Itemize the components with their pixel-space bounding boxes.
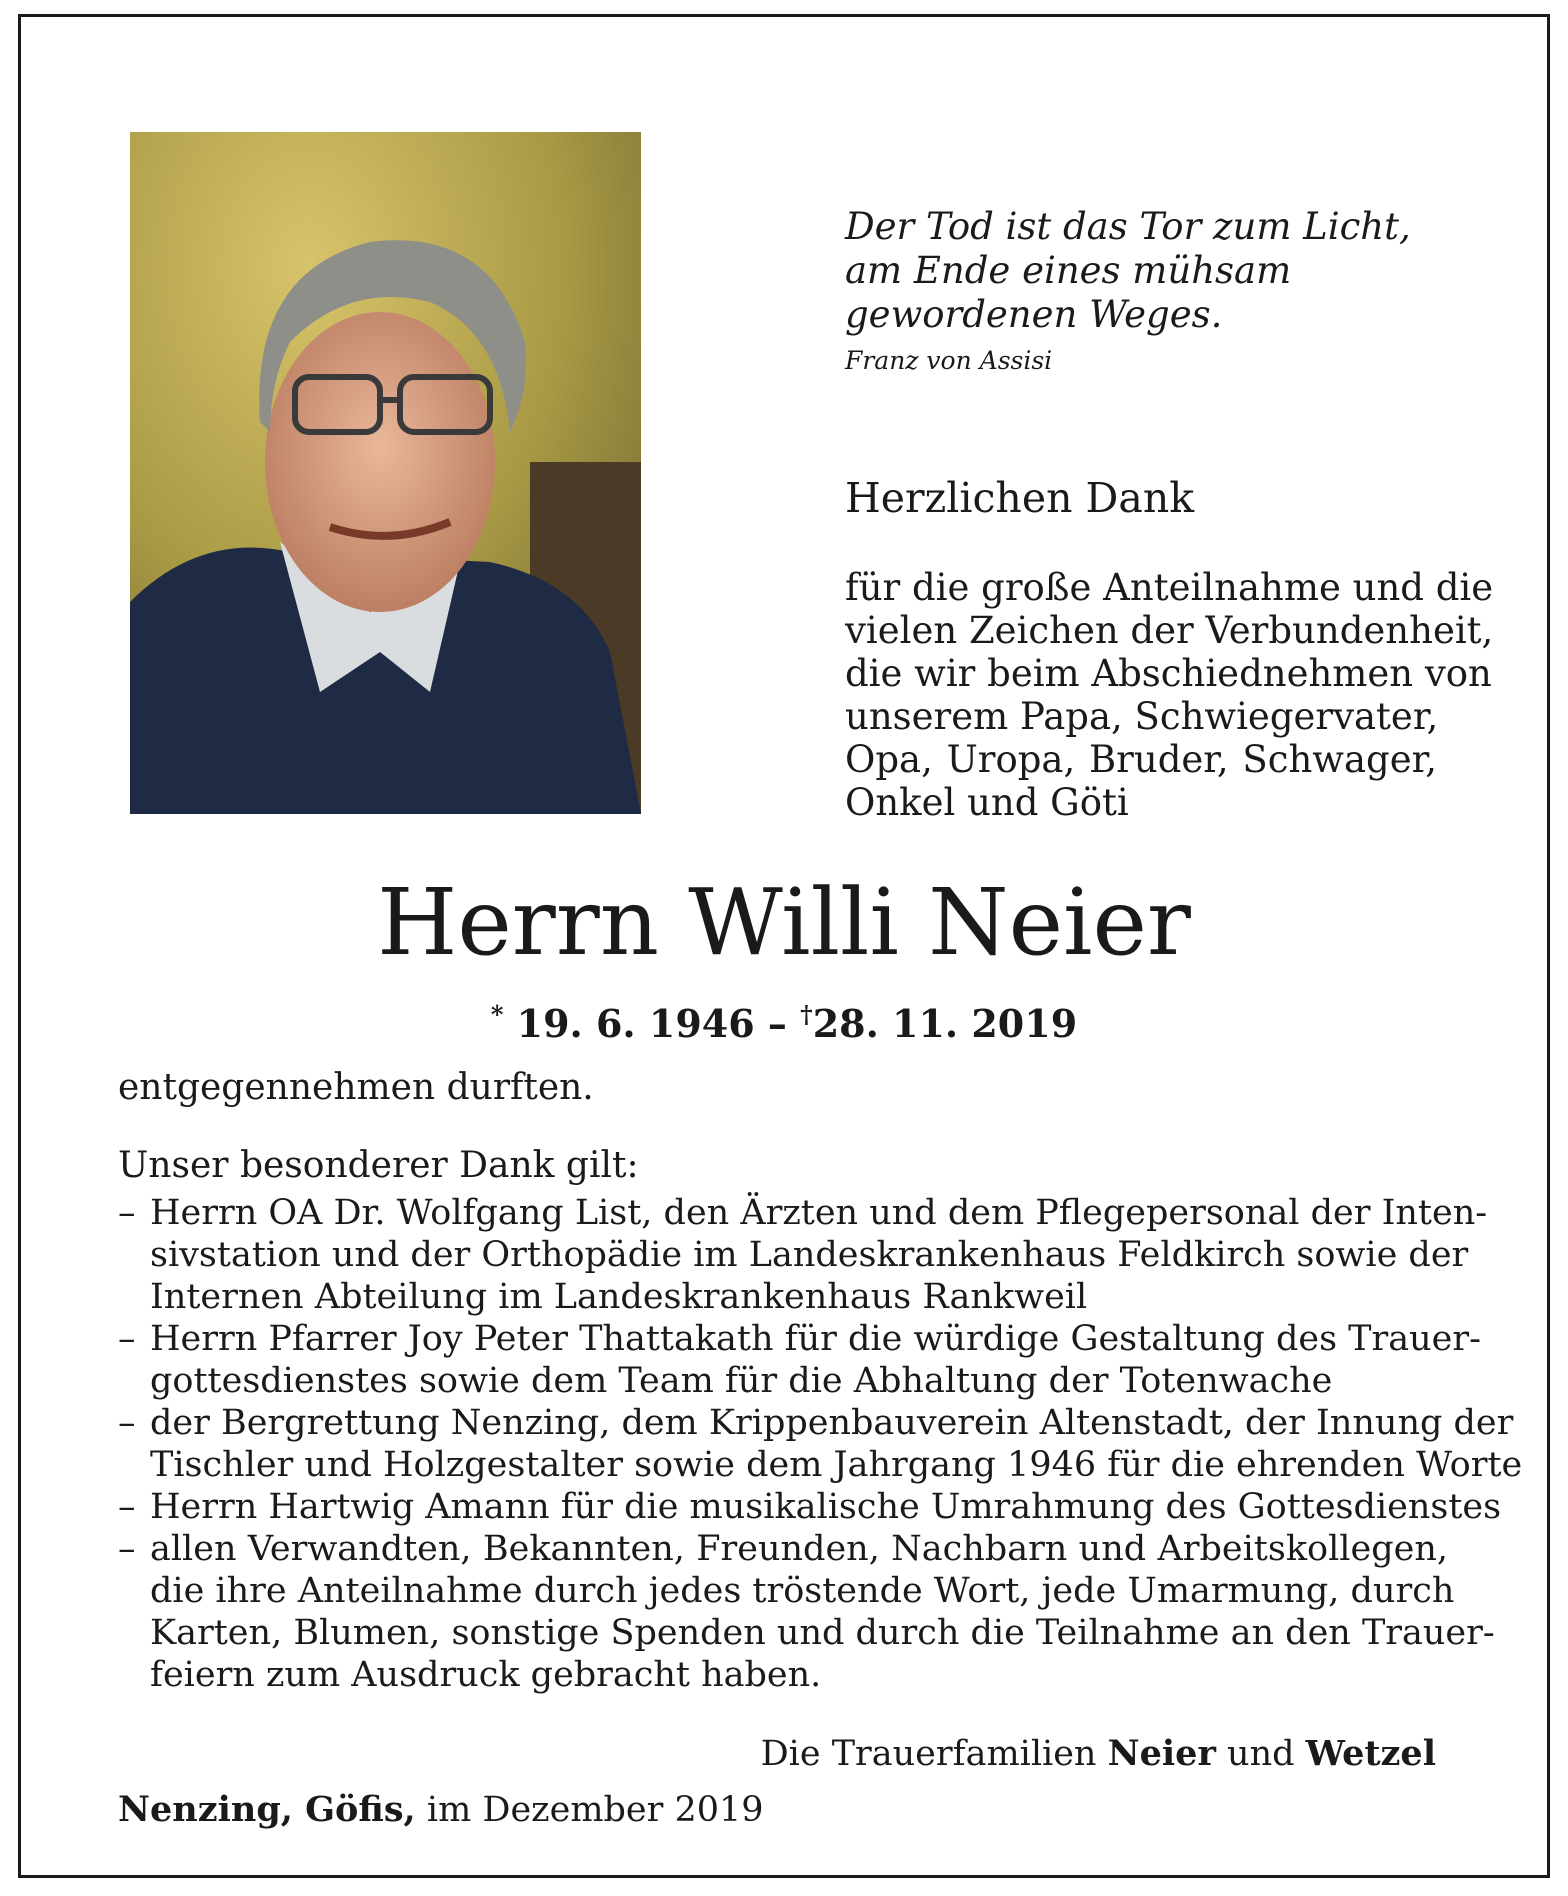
list-line: gottesdienstes sowie dem Team für die Abhaltung der Totenwache xyxy=(150,1361,1333,1401)
list-item xyxy=(118,1402,1523,1486)
quote-author: Franz von Assisi xyxy=(845,346,1053,375)
birth-symbol: * xyxy=(490,1000,504,1029)
list-dash: – xyxy=(118,1487,136,1527)
received-text: entgegennehmen durften. xyxy=(118,1067,594,1108)
family-name: Wetzel xyxy=(1305,1733,1436,1774)
death-date: 28. 11. 2019 xyxy=(812,1001,1078,1046)
family-signoff xyxy=(761,1730,1436,1778)
list-line: sivstation und der Orthopädie im Landeskrankenhaus Feldkirch sowie der xyxy=(150,1235,1469,1275)
list-line: feiern zum Ausdruck gebracht haben. xyxy=(150,1655,822,1695)
list-item xyxy=(118,1318,1481,1402)
special-thanks-list xyxy=(118,1192,1523,1696)
date-separator: – xyxy=(767,1001,787,1046)
list-dash: – xyxy=(118,1529,136,1569)
portrait-photo xyxy=(130,132,641,814)
death-symbol: † xyxy=(800,1000,813,1029)
list-line: Karten, Blumen, sonstige Spenden und durch die Teilnahme an den Trauer- xyxy=(150,1613,1495,1653)
thanks-line: die wir beim Abschiednehmen von xyxy=(845,652,1492,695)
thanks-heading: Herzlichen Dank xyxy=(845,474,1195,522)
list-item xyxy=(118,1528,1495,1696)
list-line: die ihre Anteilnahme durch jedes tröstende Wort, jede Umarmung, durch xyxy=(150,1571,1455,1611)
list-item xyxy=(118,1192,1488,1318)
list-line: Herrn Pfarrer Joy Peter Thattakath für die würdige Gestaltung des Trauer- xyxy=(150,1319,1481,1359)
life-dates xyxy=(0,990,1568,1049)
list-line: Herrn Hartwig Amann für die musikalische Umrahmung des Gottesdienstes xyxy=(150,1487,1502,1527)
quote-line: am Ende eines mühsam xyxy=(845,249,1292,292)
list-line: Internen Abteilung im Landeskrankenhaus Rankweil xyxy=(150,1277,1088,1317)
family-name: Neier xyxy=(1107,1733,1216,1774)
birth-date: 19. 6. 1946 xyxy=(516,1001,755,1046)
list-line: Herrn OA Dr. Wolfgang List, den Ärzten und dem Pflegepersonal der Inten- xyxy=(150,1193,1488,1233)
list-item xyxy=(118,1486,1502,1528)
quote-line: gewordenen Weges. xyxy=(845,293,1223,336)
deceased-name: Herrn Willi Neier xyxy=(377,869,1191,976)
places: Nenzing, Göfis, xyxy=(118,1789,416,1830)
list-line: allen Verwandten, Bekannten, Freunden, Nachbarn und Arbeitskollegen, xyxy=(150,1529,1448,1569)
thanks-line: vielen Zeichen der Verbundenheit, xyxy=(845,609,1494,652)
quote-block xyxy=(845,205,1485,379)
signoff-prefix: Die Trauerfamilien xyxy=(760,1734,1097,1774)
thanks-line: für die große Anteilnahme und die xyxy=(845,566,1494,609)
list-dash: – xyxy=(118,1193,136,1233)
thanks-text xyxy=(845,566,1494,824)
list-line: Tischler und Holzgestalter sowie dem Jahrgang 1946 für die ehrenden Worte xyxy=(150,1445,1523,1485)
signoff-conjunction: und xyxy=(1227,1734,1295,1774)
list-line: der Bergrettung Nenzing, dem Krippenbauverein Altenstadt, der Innung der xyxy=(150,1403,1514,1443)
thanks-line: Opa, Uropa, Bruder, Schwager, xyxy=(845,738,1437,781)
special-thanks-heading: Unser besonderer Dank gilt: xyxy=(118,1145,639,1186)
place-date xyxy=(118,1786,764,1834)
portrait-image xyxy=(130,132,641,814)
list-dash: – xyxy=(118,1319,136,1359)
date: im Dezember 2019 xyxy=(426,1790,764,1830)
thanks-line: Onkel und Göti xyxy=(845,781,1129,824)
quote-line: Der Tod ist das Tor zum Licht, xyxy=(845,205,1411,248)
list-dash: – xyxy=(118,1403,136,1443)
thanks-line: unserem Papa, Schwiegervater, xyxy=(845,695,1439,738)
